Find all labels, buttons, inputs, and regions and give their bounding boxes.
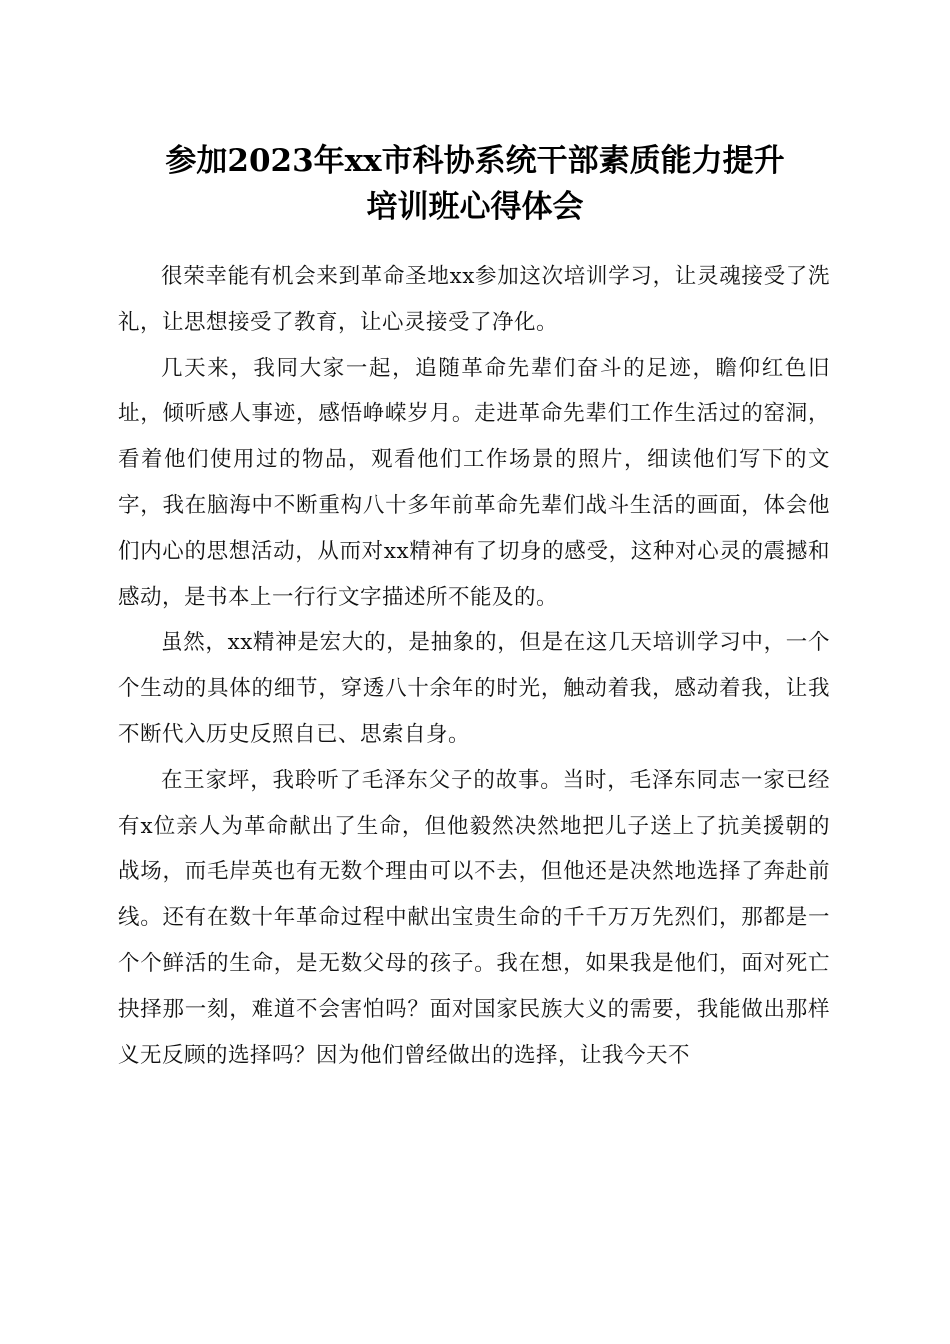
title-line-2: 培训班心得体会 xyxy=(366,189,584,225)
paragraph-4: 在王家坪，我聆听了毛泽东父子的故事。当时，毛泽东同志一家已经有x位亲人为革命献出了生命，但他毅然决然地把儿子送上了抗美援朝的战场，而毛岸英也有无数个理由可以不去，但他还是决然地选择了奔赴前线。还有在数十年革命过程中献出宝贵生命的千千万万先烈们，那都是一个个鲜活的生命，是无数父母的孩子。我在想，如果我是他们，面对死亡抉择那一刻，难道不会害怕吗？面对国家民族大义的需要，我能做出那样义无反顾的选择吗？因为他们曾经做出的选择，让我今天不 xyxy=(118,767,830,1068)
document-title xyxy=(100,138,850,230)
paragraph-1: 很荣幸能有机会来到革命圣地xx参加这次培训学习，让灵魂接受了洗礼，让思想接受了教育，让心灵接受了净化。 xyxy=(118,264,830,335)
title-line-1: 参加2023年xx市科协系统干部素质能力提升 xyxy=(165,143,785,179)
paragraph-3: 虽然，xx精神是宏大的，是抽象的，但是在这几天培训学习中，一个个生动的具体的细节，穿透八十余年的时光，触动着我，感动着我，让我不断代入历史反照自已、思索自身。 xyxy=(118,630,830,747)
paragraph-2: 几天来，我同大家一起，追随革命先辈们奋斗的足迹，瞻仰红色旧址，倾听感人事迹，感悟峥嵘岁月。走进革命先辈们工作生活过的窑洞，看着他们使用过的物品，观看他们工作场景的照片，细读他们写下的文字，我在脑海中不断重构八十多年前革命先辈们战斗生活的画面，体会他们内心的思想活动，从而对xx精神有了切身的感受，这种对心灵的震撼和感动，是书本上一行行文字描述所不能及的。 xyxy=(118,355,830,610)
document-body xyxy=(118,254,830,1078)
